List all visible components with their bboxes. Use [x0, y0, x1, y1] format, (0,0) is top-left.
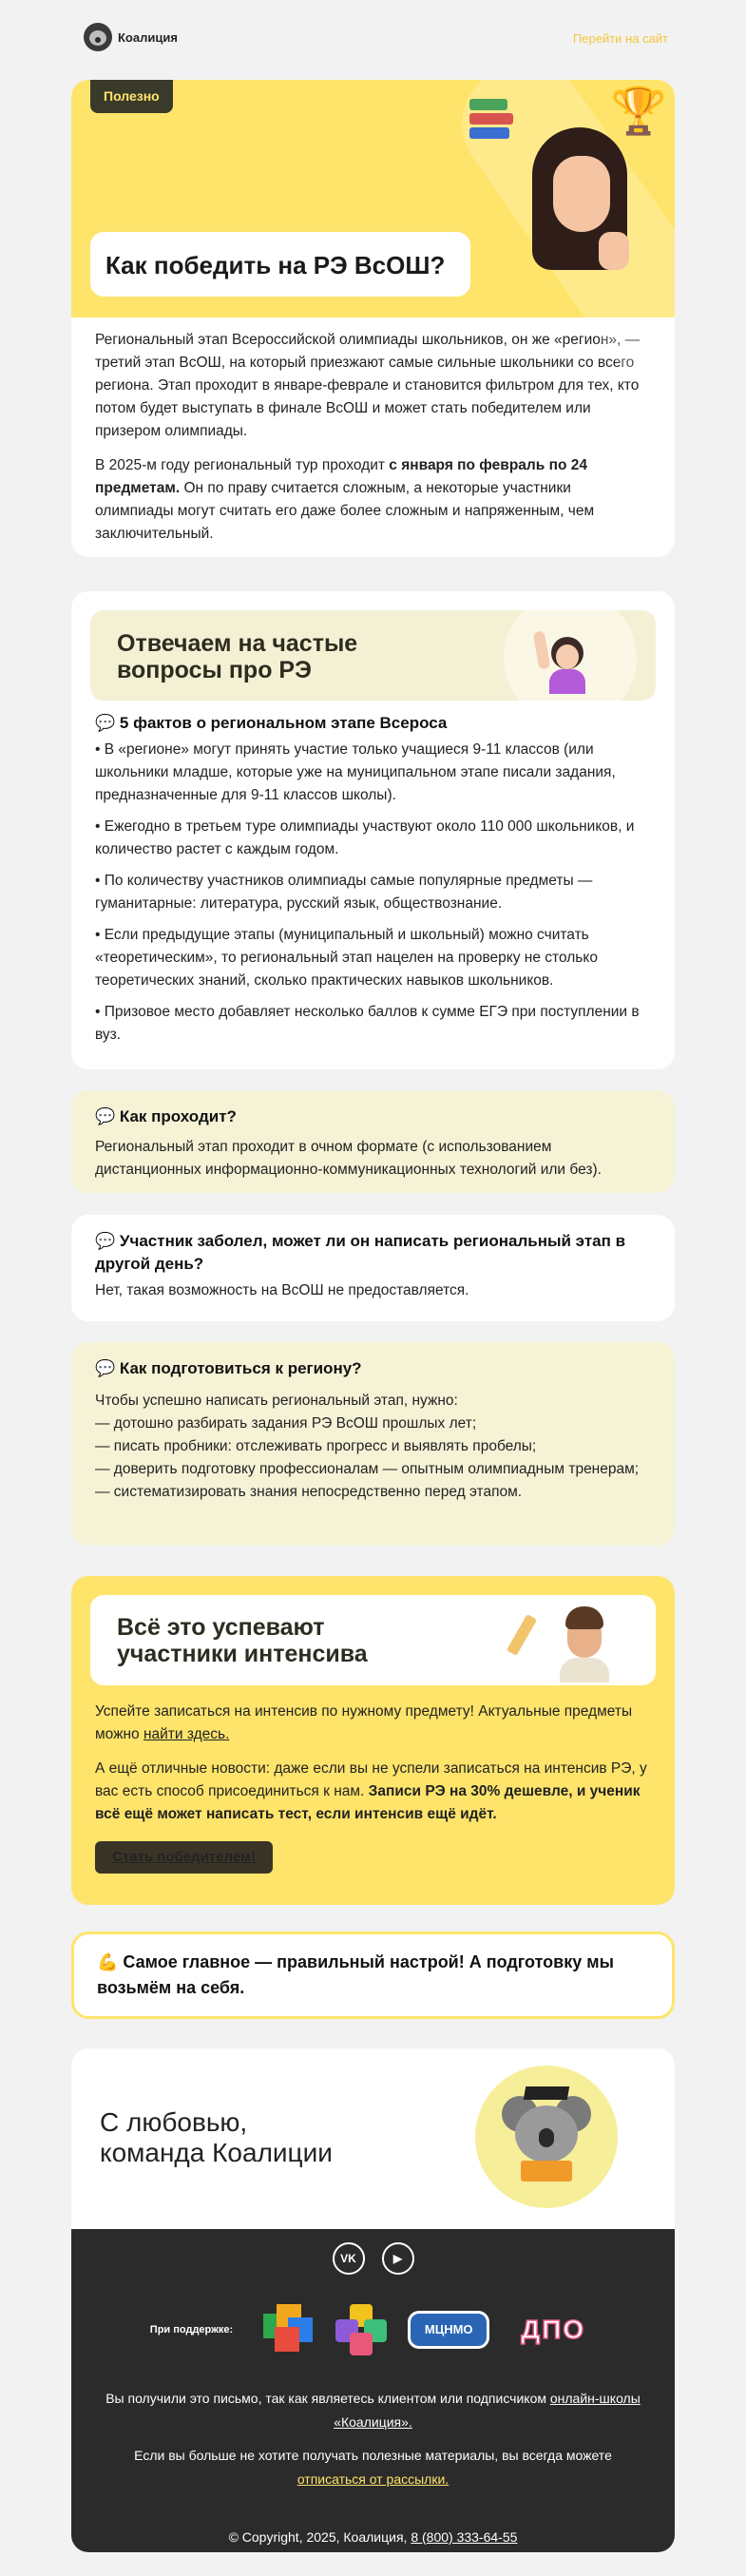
prep-item: — писать пробники: отслеживать прогресс и выявлять пробелы; — [95, 1438, 537, 1454]
sick-text: Нет, такая возможность на ВсОШ не предоставляется. — [95, 1282, 469, 1298]
subscription-notice: Вы получили это письмо, так как являетесь клиентом или подписчиком онлайн-школы «Коалиция». — [105, 2391, 641, 2430]
social-links — [100, 2242, 646, 2275]
facts-heading: 💬 5 фактов о региональном этапе Всероса — [95, 714, 448, 732]
fact-item: • Призовое место добавляет несколько баллов к сумме ЕГЭ при поступлении в вуз. — [95, 1004, 640, 1043]
intensive-paragraph-2: А ещё отличные новости: даже если вы не успели записаться на интенсив РЭ, у вас есть способ присоединиться к нам. Записи РЭ на 30% дешевле, и ученик всё ещё может написать тест, если интенсив ещё идёт. — [95, 1760, 647, 1822]
fact-item: • Если предыдущие этапы (муниципальный и школьный) можно считать «теоретическим», то региональный этап нацелен на проверку не столько теоретических знаний, сколько практических навыков школьников. — [95, 927, 598, 989]
prep-intro: Чтобы успешно написать региональный этап, нужно: — [95, 1393, 458, 1409]
how-card — [71, 1090, 675, 1193]
hero-body — [71, 317, 675, 557]
find-here-link[interactable]: найти здесь. — [143, 1726, 230, 1742]
signoff-section — [71, 2048, 675, 2229]
become-winner-button[interactable]: Стать победителем! — [95, 1841, 273, 1874]
faq-header — [90, 610, 656, 701]
signoff-title: С любовью, команда Коалиции — [100, 2107, 333, 2167]
how-text: Региональный этап проходит в очном формате (с использованием дистанционных информационно-коммуникационных технологий или без). — [95, 1139, 602, 1178]
prep-item: — доверить подготовку профессионалам — опытным олимпиадным тренерам; — [95, 1461, 640, 1477]
girl-avatar-icon — [532, 127, 627, 270]
koala-logo-icon — [84, 23, 112, 51]
prep-card — [71, 1342, 675, 1546]
partners-label: При поддержке: — [149, 2324, 234, 2336]
partner-logo-cube-icon[interactable] — [263, 2304, 315, 2355]
youtube-icon[interactable]: ▶ — [382, 2242, 414, 2275]
email-footer — [71, 2229, 675, 2552]
books-icon — [469, 99, 513, 144]
hero-title-box — [90, 232, 470, 297]
email-header — [0, 0, 746, 80]
intensive-title: Всё это успевают участники интенсива — [117, 1614, 368, 1667]
intensive-paragraph-1: Успейте записаться на интенсив по нужному предмету! Актуальные предметы можно найти здесь. — [95, 1703, 633, 1742]
school-link[interactable]: онлайн-школы «Коалиция». — [334, 2391, 641, 2430]
faq-card — [71, 591, 675, 1069]
koalition-logo[interactable] — [84, 23, 178, 51]
facts-section — [71, 701, 675, 1069]
mood-text: 💪 Самое главное — правильный настрой! А подготовку мы возьмём на себя. — [97, 1952, 614, 1997]
copyright: © Copyright, 2025, Коалиция, 8 (800) 333-64-55 — [228, 2529, 518, 2545]
partner-logo-mcnmo[interactable]: МЦНМО — [408, 2311, 489, 2349]
fact-item: • По количеству участников олимпиады самые популярные предметы — гуманитарные: литература, русский язык, обществознание. — [95, 873, 593, 912]
unsubscribe-notice: Если вы больше не хотите получать полезные материалы, вы всегда можете отписаться от рассылки. — [134, 2448, 612, 2487]
hero-paragraph-2: В 2025-м году региональный тур проходит с января по февраль по 24 предметам. Он по праву считается сложным, а некоторые участники олимпиады могут считать его даже более сложным и напряженным, чем заключительный. — [95, 457, 595, 542]
vk-icon[interactable]: VK — [333, 2242, 365, 2275]
how-heading: 💬 Как проходит? — [95, 1107, 237, 1125]
go-to-site-link[interactable]: Перейти на сайт — [572, 31, 668, 46]
fact-item: • В «регионе» могут принять участие только учащиеся 9-11 классов (или школьники младше, которые уже на муниципальном этапе писали задания, предназначенные для 9-11 классов школы). — [95, 741, 616, 803]
intensive-card — [71, 1576, 675, 1905]
unsubscribe-link[interactable]: отписаться от рассылки. — [296, 2471, 450, 2487]
partners-row — [100, 2301, 646, 2358]
footer-card — [71, 2048, 675, 2552]
sick-card — [71, 1215, 675, 1321]
prep-item: — дотошно разбирать задания РЭ ВсОШ прошлых лет; — [95, 1415, 477, 1432]
hero-paragraph-1: Региональный этап Всероссийской олимпиады школьников, он же «регион», — третий этап ВсОШ, на который приезжают самые сильные школьники со всего региона. Этап проходит в январе-феврале и становится фильтром для тех, кто потом будет выступать в финале ВсОШ и может стать победителем или призером олимпиады. — [95, 332, 641, 439]
koala-mascot-icon — [475, 2066, 618, 2208]
trophy-icon: 🏆 — [610, 87, 667, 137]
prep-item: — систематизировать знания непосредственно перед этапом. — [95, 1484, 523, 1500]
faq-title: Отвечаем на частые вопросы про РЭ — [117, 630, 358, 683]
fact-item: • Ежегодно в третьем туре олимпиады участвуют около 110 000 школьников, и количество растет с каждым годом. — [95, 818, 635, 857]
mood-card — [71, 1932, 675, 2019]
logo-text: Коалиция — [118, 29, 178, 45]
phone-link[interactable]: 8 (800) 333-64-55 — [411, 2529, 518, 2545]
intensive-body — [71, 1685, 675, 1893]
boy-thumbs-up-icon — [556, 1606, 613, 1682]
ruler-icon — [507, 1614, 537, 1656]
partner-logo-star-icon[interactable] — [335, 2304, 387, 2355]
prep-heading: 💬 Как подготовиться к региону? — [95, 1359, 362, 1377]
raising-hand-girl-icon — [544, 627, 589, 694]
sick-heading: 💬 Участник заболел, может ли он написать региональный этап в другой день? — [95, 1232, 626, 1273]
intensive-header — [90, 1595, 656, 1685]
partner-logo-dpo[interactable]: ДПО — [521, 2315, 586, 2344]
hero-banner — [71, 80, 675, 317]
useful-tag: Полезно — [90, 80, 173, 113]
hero-card — [71, 80, 675, 557]
hero-title: Как победить на РЭ ВсОШ? — [105, 251, 446, 279]
